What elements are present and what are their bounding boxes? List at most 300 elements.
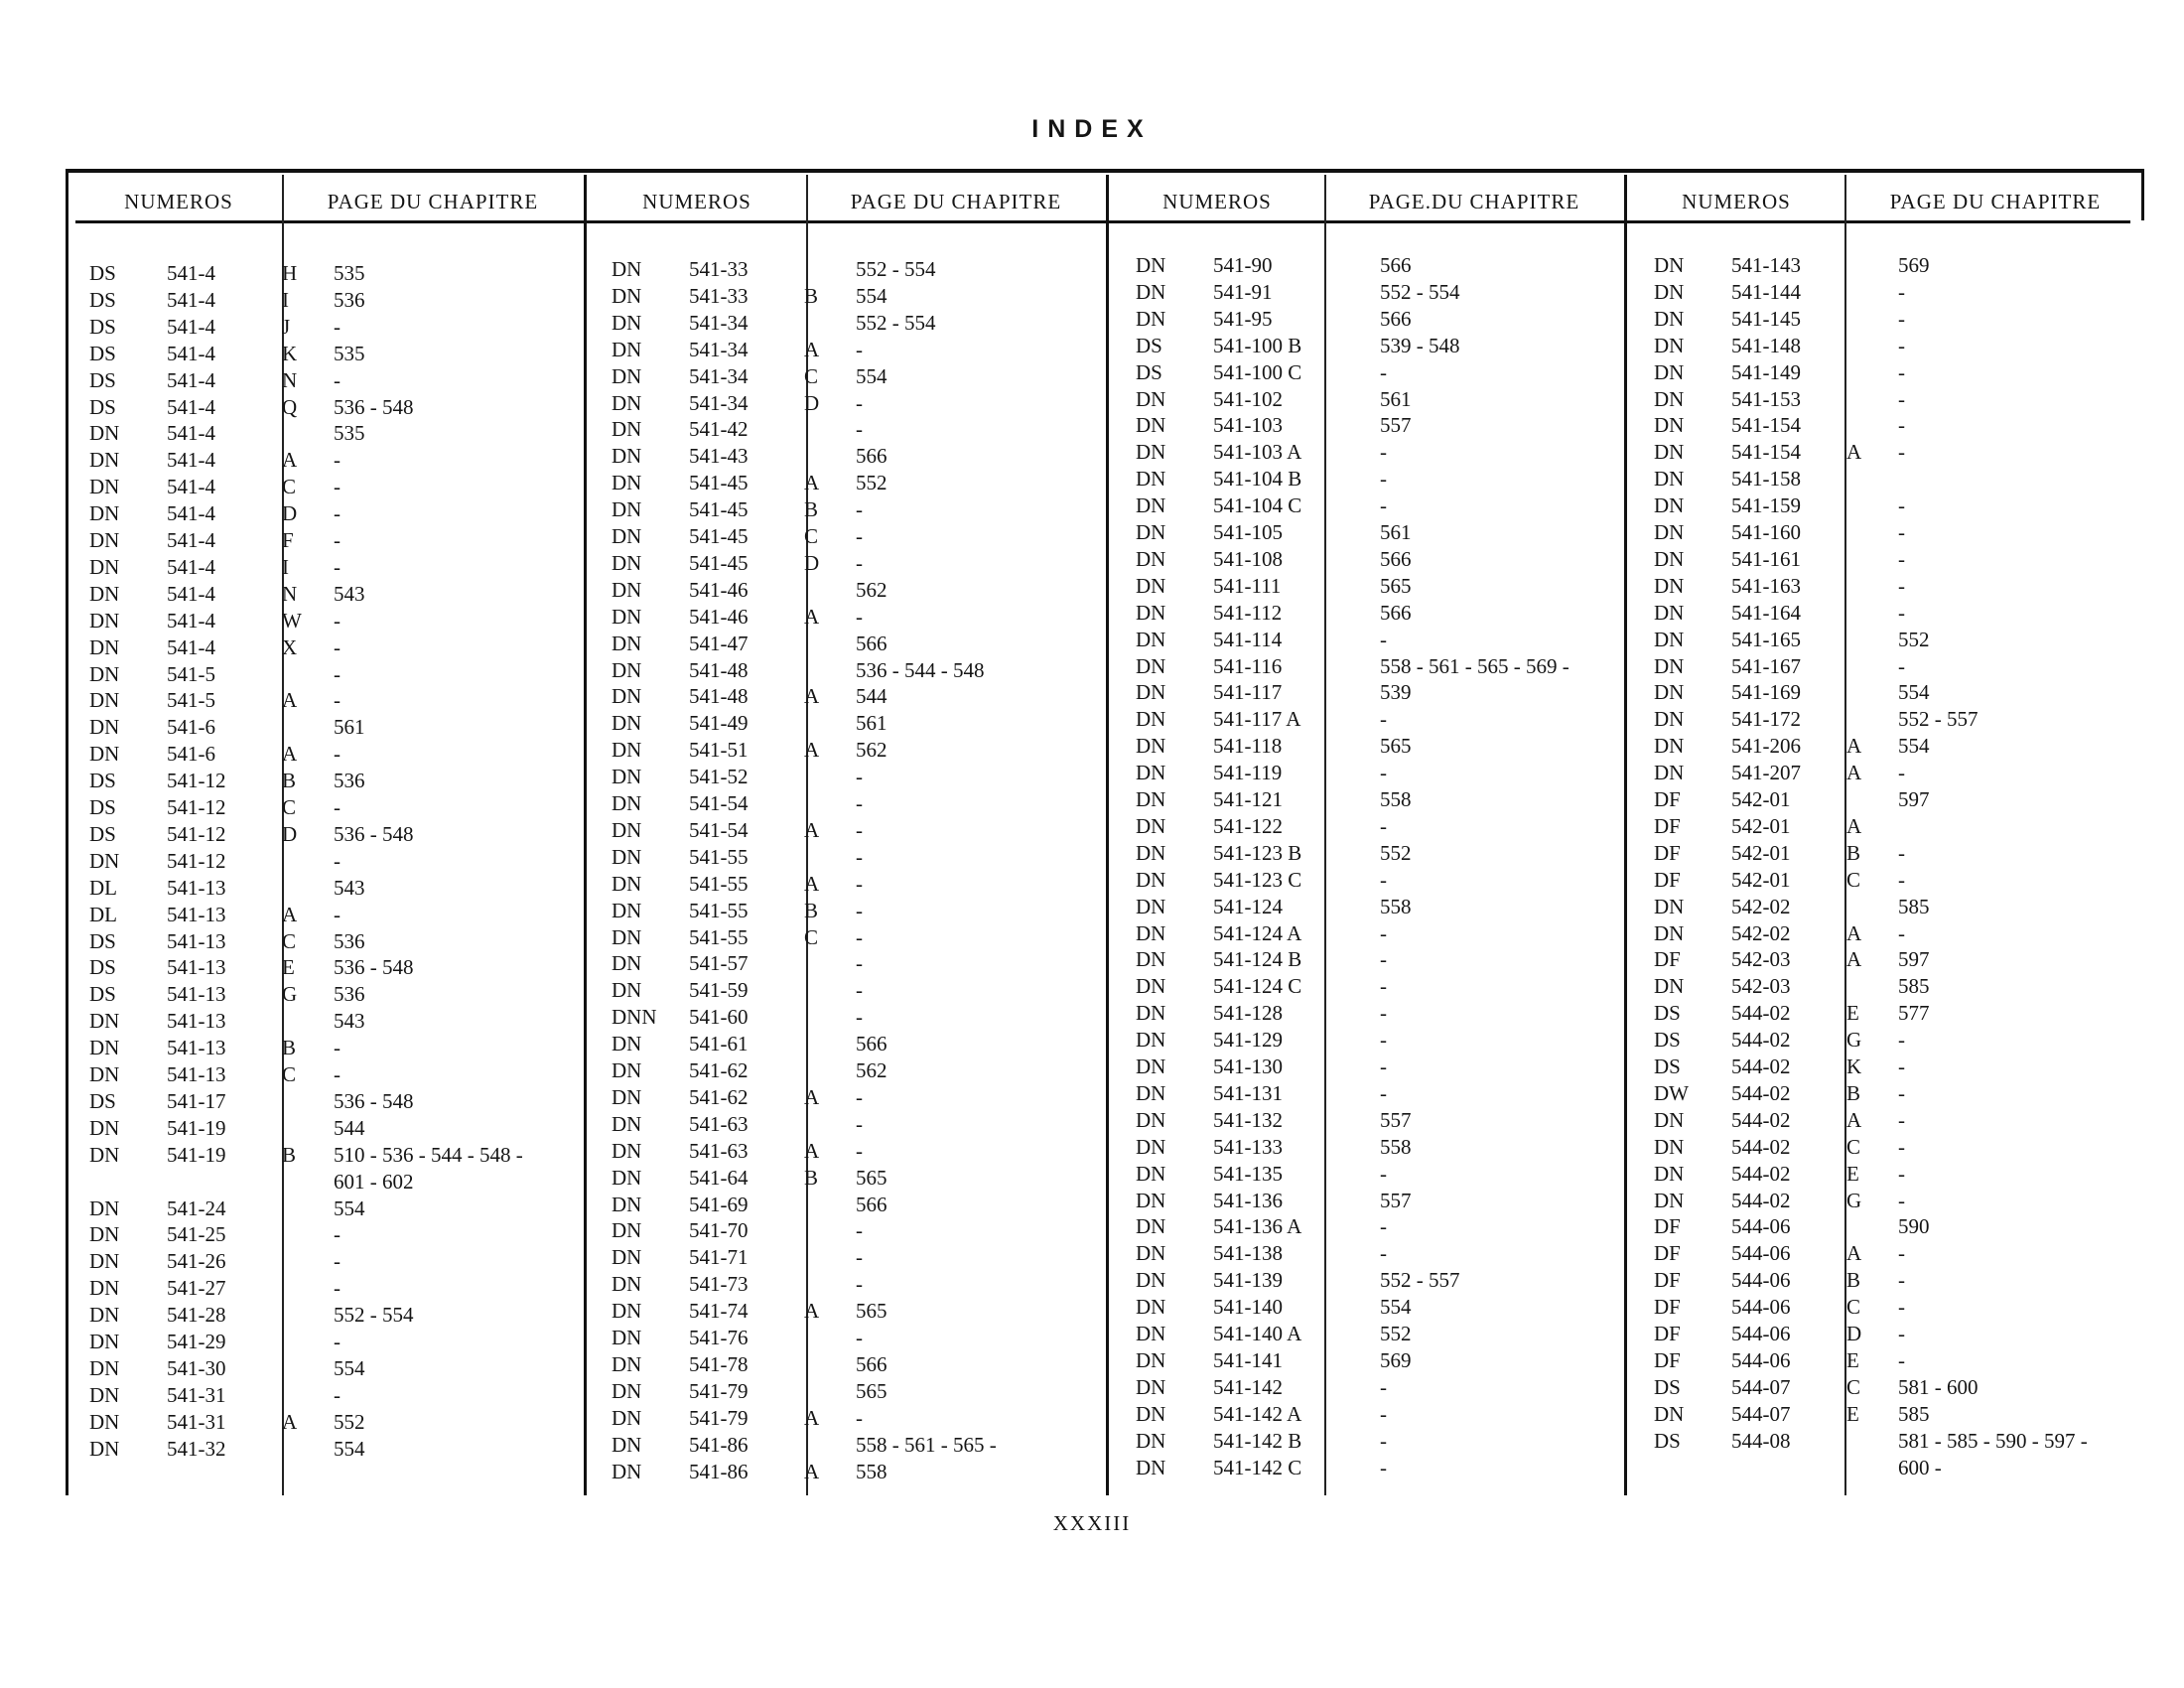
entry-prefix: DN: [1136, 600, 1166, 625]
entry-pages: -: [334, 501, 341, 526]
entry-suffix: K: [282, 341, 298, 365]
entry-prefix: DN: [89, 1303, 120, 1328]
entry-prefix: DS: [1136, 359, 1162, 384]
entry-prefix: DN: [1654, 1401, 1685, 1426]
entry-pages: 535: [334, 341, 365, 365]
entry-number: 541-131: [1213, 1080, 1283, 1105]
entry-prefix: DN: [89, 501, 120, 526]
entry-pages: 536 - 548: [334, 821, 414, 846]
entry-number: 541-55: [689, 924, 749, 949]
entry-suffix: N: [282, 367, 298, 392]
entry-number: 544-08: [1731, 1428, 1791, 1453]
entry-pages: -: [1380, 707, 1387, 732]
entry-suffix: A: [1846, 440, 1862, 465]
entry-number: 541-31: [167, 1409, 226, 1434]
header-page-du-chapitre: PAGE.DU CHAPITRE: [1368, 190, 1580, 213]
entry-pages: 552: [1898, 627, 1930, 651]
entry-prefix: DN: [612, 1165, 642, 1190]
entry-prefix: DF: [1654, 1322, 1681, 1345]
entry-prefix: DN: [89, 1276, 120, 1301]
entry-suffix: A: [282, 742, 298, 767]
header-numeros: NUMEROS: [642, 190, 751, 213]
entry-prefix: DN: [612, 1084, 642, 1109]
entry-number: 541-149: [1731, 359, 1801, 384]
entry-pages: 581 - 585 - 590 - 597 -: [1898, 1428, 2088, 1453]
entry-prefix: DS: [89, 394, 116, 419]
entry-prefix: DF: [1654, 1268, 1681, 1293]
entry-prefix: DN: [1136, 1001, 1166, 1026]
entry-prefix: DS: [89, 821, 116, 846]
entry-number: 541-164: [1731, 600, 1801, 625]
entry-prefix: DF: [1654, 787, 1681, 811]
entry-number: 541-13: [167, 875, 226, 900]
entry-pages: -: [856, 817, 863, 842]
entry-number: 541-100 B: [1213, 333, 1302, 357]
entry-prefix: DN: [1136, 787, 1166, 811]
entry-number: 541-32: [167, 1436, 226, 1461]
entry-number: 544-06: [1731, 1241, 1791, 1266]
entry-number: 541-4: [167, 287, 215, 312]
entry-prefix: DN: [89, 1062, 120, 1086]
entry-number: 542-01: [1731, 867, 1791, 892]
entry-number: 541-71: [689, 1245, 749, 1270]
entry-prefix: DN: [1136, 306, 1166, 331]
entry-number: 541-19: [167, 1115, 226, 1140]
entry-prefix: DS: [1654, 1374, 1681, 1399]
entry-number: 544-06: [1731, 1347, 1791, 1372]
entry-number: 541-13: [167, 1036, 226, 1060]
entry-number: 541-4: [167, 448, 215, 473]
entry-pages: 552: [1380, 1322, 1412, 1345]
entry-number: 541-55: [689, 898, 749, 922]
entry-number: 541-45: [689, 471, 749, 495]
entry-pages: -: [1380, 867, 1387, 892]
entry-number: 541-130: [1213, 1055, 1283, 1078]
entry-pages: 558 - 561 - 565 - 569 -: [1380, 653, 1570, 678]
entry-number: 541-4: [167, 581, 215, 606]
entry-number: 542-03: [1731, 947, 1791, 972]
entry-pages: -: [856, 497, 863, 522]
entry-prefix: DN: [89, 581, 120, 606]
entry-pages: 544: [856, 684, 887, 709]
entry-prefix: DN: [1654, 440, 1685, 465]
entry-pages: 535: [334, 261, 365, 285]
entry-number: 541-123 C: [1213, 867, 1302, 892]
entry-number: 541-45: [689, 550, 749, 575]
entry-suffix: A: [804, 817, 820, 842]
entry-number: 541-79: [689, 1378, 749, 1403]
entry-pages: 554: [1380, 1295, 1412, 1320]
entry-pages: 510 - 536 - 544 - 548 -: [334, 1142, 523, 1167]
entry-prefix: DN: [1136, 413, 1166, 438]
entry-pages: -: [334, 448, 341, 473]
entry-prefix: DN: [612, 711, 642, 736]
entry-suffix: W: [282, 608, 302, 633]
entry-pages: 536 - 548: [334, 1088, 414, 1113]
entry-pages: -: [1380, 1080, 1387, 1105]
entry-pages: -: [1380, 813, 1387, 838]
entry-number: 541-51: [689, 738, 749, 763]
entry-prefix: DS: [89, 367, 116, 392]
entry-number: 541-145: [1731, 306, 1801, 331]
page-number: XXXIII: [1052, 1511, 1132, 1535]
entry-pages: 562: [856, 1058, 887, 1082]
entry-pages: -: [856, 1218, 863, 1243]
entry-number: 541-4: [167, 314, 215, 339]
entry-prefix: DN: [612, 550, 642, 575]
entry-prefix: DN: [1654, 253, 1685, 277]
entry-number: 541-153: [1731, 386, 1801, 411]
entry-prefix: DN: [1654, 493, 1685, 518]
entry-pages: -: [1380, 974, 1387, 999]
entry-number: 541-52: [689, 765, 749, 789]
entry-pages: -: [1898, 1347, 1905, 1372]
entry-prefix: DN: [89, 742, 120, 767]
entry-pages: -: [856, 1245, 863, 1270]
entry-number: 541-59: [689, 978, 749, 1003]
entry-suffix: A: [804, 337, 820, 361]
entry-prefix: DN: [1654, 707, 1685, 732]
entry-pages: 557: [1380, 1107, 1412, 1132]
entry-pages: -: [334, 528, 341, 552]
entry-prefix: DN: [89, 1036, 120, 1060]
entry-pages: -: [1898, 306, 1905, 331]
entry-pages: -: [1380, 1214, 1387, 1239]
entry-pages: 585: [1898, 1401, 1930, 1426]
entry-number: 541-4: [167, 554, 215, 579]
entry-pages: 566: [1380, 306, 1412, 331]
entry-prefix: DN: [1136, 1028, 1166, 1053]
entry-number: 541-13: [167, 1009, 226, 1034]
entry-prefix: DS: [89, 1088, 116, 1113]
entry-prefix: DN: [612, 1272, 642, 1297]
entry-prefix: DN: [1136, 761, 1166, 785]
entry-pages: -: [1380, 761, 1387, 785]
entry-prefix: DN: [89, 1142, 120, 1167]
entry-suffix: B: [282, 769, 297, 793]
entry-suffix: E: [1846, 1347, 1859, 1372]
entry-number: 542-01: [1731, 813, 1791, 838]
entry-pages: -: [856, 1111, 863, 1136]
entry-number: 541-34: [689, 337, 749, 361]
entry-prefix: DN: [1136, 1161, 1166, 1186]
entry-number: 541-159: [1731, 493, 1801, 518]
entry-prefix: DS: [89, 795, 116, 819]
entry-prefix: DS: [89, 287, 116, 312]
entry-prefix: DS: [89, 955, 116, 980]
entry-number: 544-06: [1731, 1214, 1791, 1239]
entry-pages: -: [856, 604, 863, 629]
entry-number: 541-104 B: [1213, 467, 1302, 492]
entry-number: 541-207: [1731, 761, 1801, 785]
entry-pages: -: [334, 1222, 341, 1247]
entry-pages: -: [1898, 867, 1905, 892]
entry-pages: 558: [856, 1459, 887, 1483]
entry-prefix: DN: [89, 1196, 120, 1220]
entry-number: 541-160: [1731, 520, 1801, 544]
entry-prefix: DN: [89, 1222, 120, 1247]
entry-pages: -: [856, 871, 863, 896]
entry-number: 541-103: [1213, 413, 1283, 438]
entry-number: 541-108: [1213, 546, 1283, 571]
entry-number: 541-4: [167, 608, 215, 633]
entry-suffix: B: [804, 1165, 819, 1190]
entry-number: 541-6: [167, 715, 215, 740]
entry-number: 541-142 A: [1213, 1401, 1302, 1426]
entry-number: 541-5: [167, 688, 215, 713]
entry-suffix: Q: [282, 394, 298, 419]
entry-suffix: A: [1846, 1241, 1862, 1266]
entry-prefix: DN: [1136, 573, 1166, 598]
entry-number: 541-12: [167, 848, 226, 873]
entry-suffix: D: [1846, 1322, 1862, 1345]
entry-pages: 590: [1898, 1214, 1930, 1239]
entry-pages: -: [334, 314, 341, 339]
entry-suffix: E: [282, 955, 295, 980]
entry-prefix: DS: [1654, 1001, 1681, 1026]
entry-pages: 566: [856, 1032, 887, 1056]
entry-pages: -: [1898, 600, 1905, 625]
entry-prefix: DN: [612, 1459, 642, 1483]
entry-number: 544-02: [1731, 1055, 1791, 1078]
entry-prefix: DN: [1136, 279, 1166, 304]
entry-suffix: A: [1846, 1107, 1862, 1132]
entry-pages: -: [334, 608, 341, 633]
entry-number: 542-01: [1731, 787, 1791, 811]
entry-number: 541-91: [1213, 279, 1273, 304]
entry-prefix: DN: [89, 528, 120, 552]
entry-number: 541-55: [689, 871, 749, 896]
entry-number: 541-122: [1213, 813, 1283, 838]
entry-pages: -: [334, 742, 341, 767]
entry-prefix: DN: [612, 1032, 642, 1056]
entry-suffix: G: [1846, 1028, 1862, 1053]
entry-prefix: DN: [1136, 1428, 1166, 1453]
entry-pages: 566: [856, 631, 887, 655]
entry-pages: -: [334, 902, 341, 926]
entry-number: 541-13: [167, 982, 226, 1007]
entry-prefix: DN: [89, 688, 120, 713]
entry-pages: -: [334, 1249, 341, 1274]
entry-suffix: A: [804, 738, 820, 763]
entry-number: 544-02: [1731, 1188, 1791, 1212]
entry-number: 541-124 A: [1213, 920, 1302, 945]
entry-pages: -: [856, 791, 863, 815]
entry-pages: 562: [856, 738, 887, 763]
header-page-du-chapitre: PAGE DU CHAPITRE: [1889, 190, 2102, 213]
entry-suffix: A: [804, 684, 820, 709]
entry-number: 541-12: [167, 795, 226, 819]
entry-suffix: A: [282, 448, 298, 473]
entry-number: 541-140: [1213, 1295, 1283, 1320]
entry-suffix: B: [1846, 1268, 1861, 1293]
entry-number: 541-54: [689, 791, 749, 815]
entry-prefix: DN: [1136, 813, 1166, 838]
entry-suffix: G: [282, 982, 298, 1007]
entry-number: 541-26: [167, 1249, 226, 1274]
entry-pages: -: [856, 524, 863, 548]
entry-number: 541-64: [689, 1165, 749, 1190]
entry-number: 544-02: [1731, 1161, 1791, 1186]
entry-prefix: DF: [1654, 813, 1681, 838]
entry-prefix: DN: [89, 661, 120, 686]
entry-number: 541-4: [167, 261, 215, 285]
entry-pages: 536: [334, 928, 365, 953]
entry-pages: 561: [1380, 386, 1412, 411]
entry-prefix: DN: [612, 1378, 642, 1403]
entry-prefix: DN: [1654, 413, 1685, 438]
entry-pages: -: [1380, 1455, 1387, 1479]
entry-pages: -: [856, 1326, 863, 1349]
entry-number: 541-43: [689, 444, 749, 469]
entry-prefix: DN: [612, 471, 642, 495]
entry-prefix: DN: [612, 497, 642, 522]
entry-suffix: A: [804, 1138, 820, 1163]
entry-number: 541-69: [689, 1192, 749, 1216]
entry-prefix: DN: [612, 844, 642, 869]
entry-pages: -: [1898, 386, 1905, 411]
entry-number: 544-02: [1731, 1107, 1791, 1132]
entry-prefix: DNN: [612, 1005, 657, 1030]
entry-pages: 569: [1898, 253, 1930, 277]
entry-suffix: A: [282, 1409, 298, 1434]
entry-number: 544-02: [1731, 1080, 1791, 1105]
entry-prefix: DS: [1136, 333, 1162, 357]
entry-pages: -: [1898, 359, 1905, 384]
entry-pages: 561: [334, 715, 365, 740]
entry-prefix: DN: [612, 310, 642, 335]
entry-prefix: DN: [1136, 947, 1166, 972]
entry-prefix: DN: [1136, 1322, 1166, 1345]
entry-number: 541-4: [167, 528, 215, 552]
entry-number: 541-17: [167, 1088, 226, 1113]
entry-number: 541-142 B: [1213, 1428, 1302, 1453]
entry-number: 541-124 C: [1213, 974, 1302, 999]
entry-suffix: C: [1846, 1134, 1861, 1159]
entry-pages: -: [334, 1036, 341, 1060]
entry-prefix: DN: [1654, 600, 1685, 625]
entry-pages: -: [856, 844, 863, 869]
entry-prefix: DN: [89, 634, 120, 659]
entry-number: 541-47: [689, 631, 749, 655]
entry-pages: -: [334, 1276, 341, 1301]
entry-prefix: DN: [1654, 1134, 1685, 1159]
entry-prefix: DN: [1136, 1055, 1166, 1078]
entry-pages: 585: [1898, 974, 1930, 999]
entry-prefix: DS: [89, 982, 116, 1007]
entry-pages: -: [334, 634, 341, 659]
entry-pages: 552: [1380, 840, 1412, 865]
entry-pages: 552 - 554: [1380, 279, 1460, 304]
entry-number: 541-13: [167, 928, 226, 953]
entry-prefix: DN: [89, 1436, 120, 1461]
entry-number: 541-124: [1213, 894, 1283, 918]
entry-number: 541-4: [167, 341, 215, 365]
entry-pages: -: [856, 924, 863, 949]
entry-prefix: DN: [1136, 627, 1166, 651]
header-numeros: NUMEROS: [1682, 190, 1791, 213]
entry-pages: 558: [1380, 894, 1412, 918]
entry-prefix: DN: [612, 1138, 642, 1163]
entry-prefix: DN: [1136, 493, 1166, 518]
entry-number: 541-128: [1213, 1001, 1283, 1026]
entry-pages: -: [1380, 1028, 1387, 1053]
entry-pages: 601 - 602: [334, 1169, 414, 1194]
entry-number: 541-121: [1213, 787, 1283, 811]
entry-pages: 552 - 557: [1380, 1268, 1460, 1293]
entry-prefix: DN: [612, 924, 642, 949]
entry-number: 541-102: [1213, 386, 1283, 411]
entry-number: 544-07: [1731, 1374, 1791, 1399]
entry-prefix: DN: [1654, 920, 1685, 945]
entry-prefix: DN: [1136, 894, 1166, 918]
entry-pages: -: [1898, 546, 1905, 571]
index-column-2: [612, 256, 1108, 1487]
entry-number: 541-46: [689, 577, 749, 602]
entry-prefix: DN: [612, 1058, 642, 1082]
entry-prefix: DN: [89, 1009, 120, 1034]
entry-prefix: DN: [1654, 734, 1685, 759]
entry-number: 541-105: [1213, 520, 1283, 544]
entry-prefix: DN: [612, 283, 642, 308]
entry-pages: 562: [856, 577, 887, 602]
entry-pages: -: [856, 417, 863, 442]
entry-prefix: DL: [89, 875, 117, 900]
entry-pages: -: [1898, 1028, 1905, 1053]
entry-suffix: A: [804, 1299, 820, 1324]
entry-pages: -: [1898, 1134, 1905, 1159]
entry-prefix: DN: [1654, 653, 1685, 678]
entry-number: 541-70: [689, 1218, 749, 1243]
entry-suffix: A: [282, 688, 298, 713]
entry-prefix: DN: [1654, 627, 1685, 651]
entry-suffix: A: [1846, 734, 1862, 759]
entry-number: 541-79: [689, 1405, 749, 1430]
entry-prefix: DN: [89, 608, 120, 633]
entry-prefix: DN: [612, 444, 642, 469]
entry-prefix: DN: [1654, 546, 1685, 571]
entry-prefix: DS: [1654, 1055, 1681, 1078]
entry-prefix: DN: [612, 684, 642, 709]
entry-pages: -: [1898, 1322, 1905, 1345]
entry-prefix: DN: [612, 898, 642, 922]
entry-number: 541-136: [1213, 1188, 1283, 1212]
entry-number: 541-13: [167, 1062, 226, 1086]
entry-number: 541-165: [1731, 627, 1801, 651]
entry-prefix: DN: [1136, 1241, 1166, 1266]
entry-number: 541-123 B: [1213, 840, 1302, 865]
entry-pages: -: [334, 1330, 341, 1353]
entry-prefix: DN: [612, 604, 642, 629]
entry-pages: -: [1898, 1161, 1905, 1186]
entry-number: 541-119: [1213, 761, 1283, 785]
entry-prefix: DN: [612, 631, 642, 655]
entry-pages: 544: [334, 1115, 365, 1140]
entry-prefix: DN: [89, 848, 120, 873]
entry-number: 541-129: [1213, 1028, 1283, 1053]
entry-number: 541-5: [167, 661, 215, 686]
entry-pages: -: [1898, 520, 1905, 544]
entry-number: 541-138: [1213, 1241, 1283, 1266]
entry-number: 541-42: [689, 417, 749, 442]
entry-prefix: DN: [612, 657, 642, 682]
entry-pages: 597: [1898, 947, 1930, 972]
entry-prefix: DN: [612, 765, 642, 789]
entry-number: 544-06: [1731, 1268, 1791, 1293]
entry-suffix: J: [282, 314, 291, 339]
entry-pages: -: [334, 848, 341, 873]
entry-number: 541-141: [1213, 1347, 1283, 1372]
